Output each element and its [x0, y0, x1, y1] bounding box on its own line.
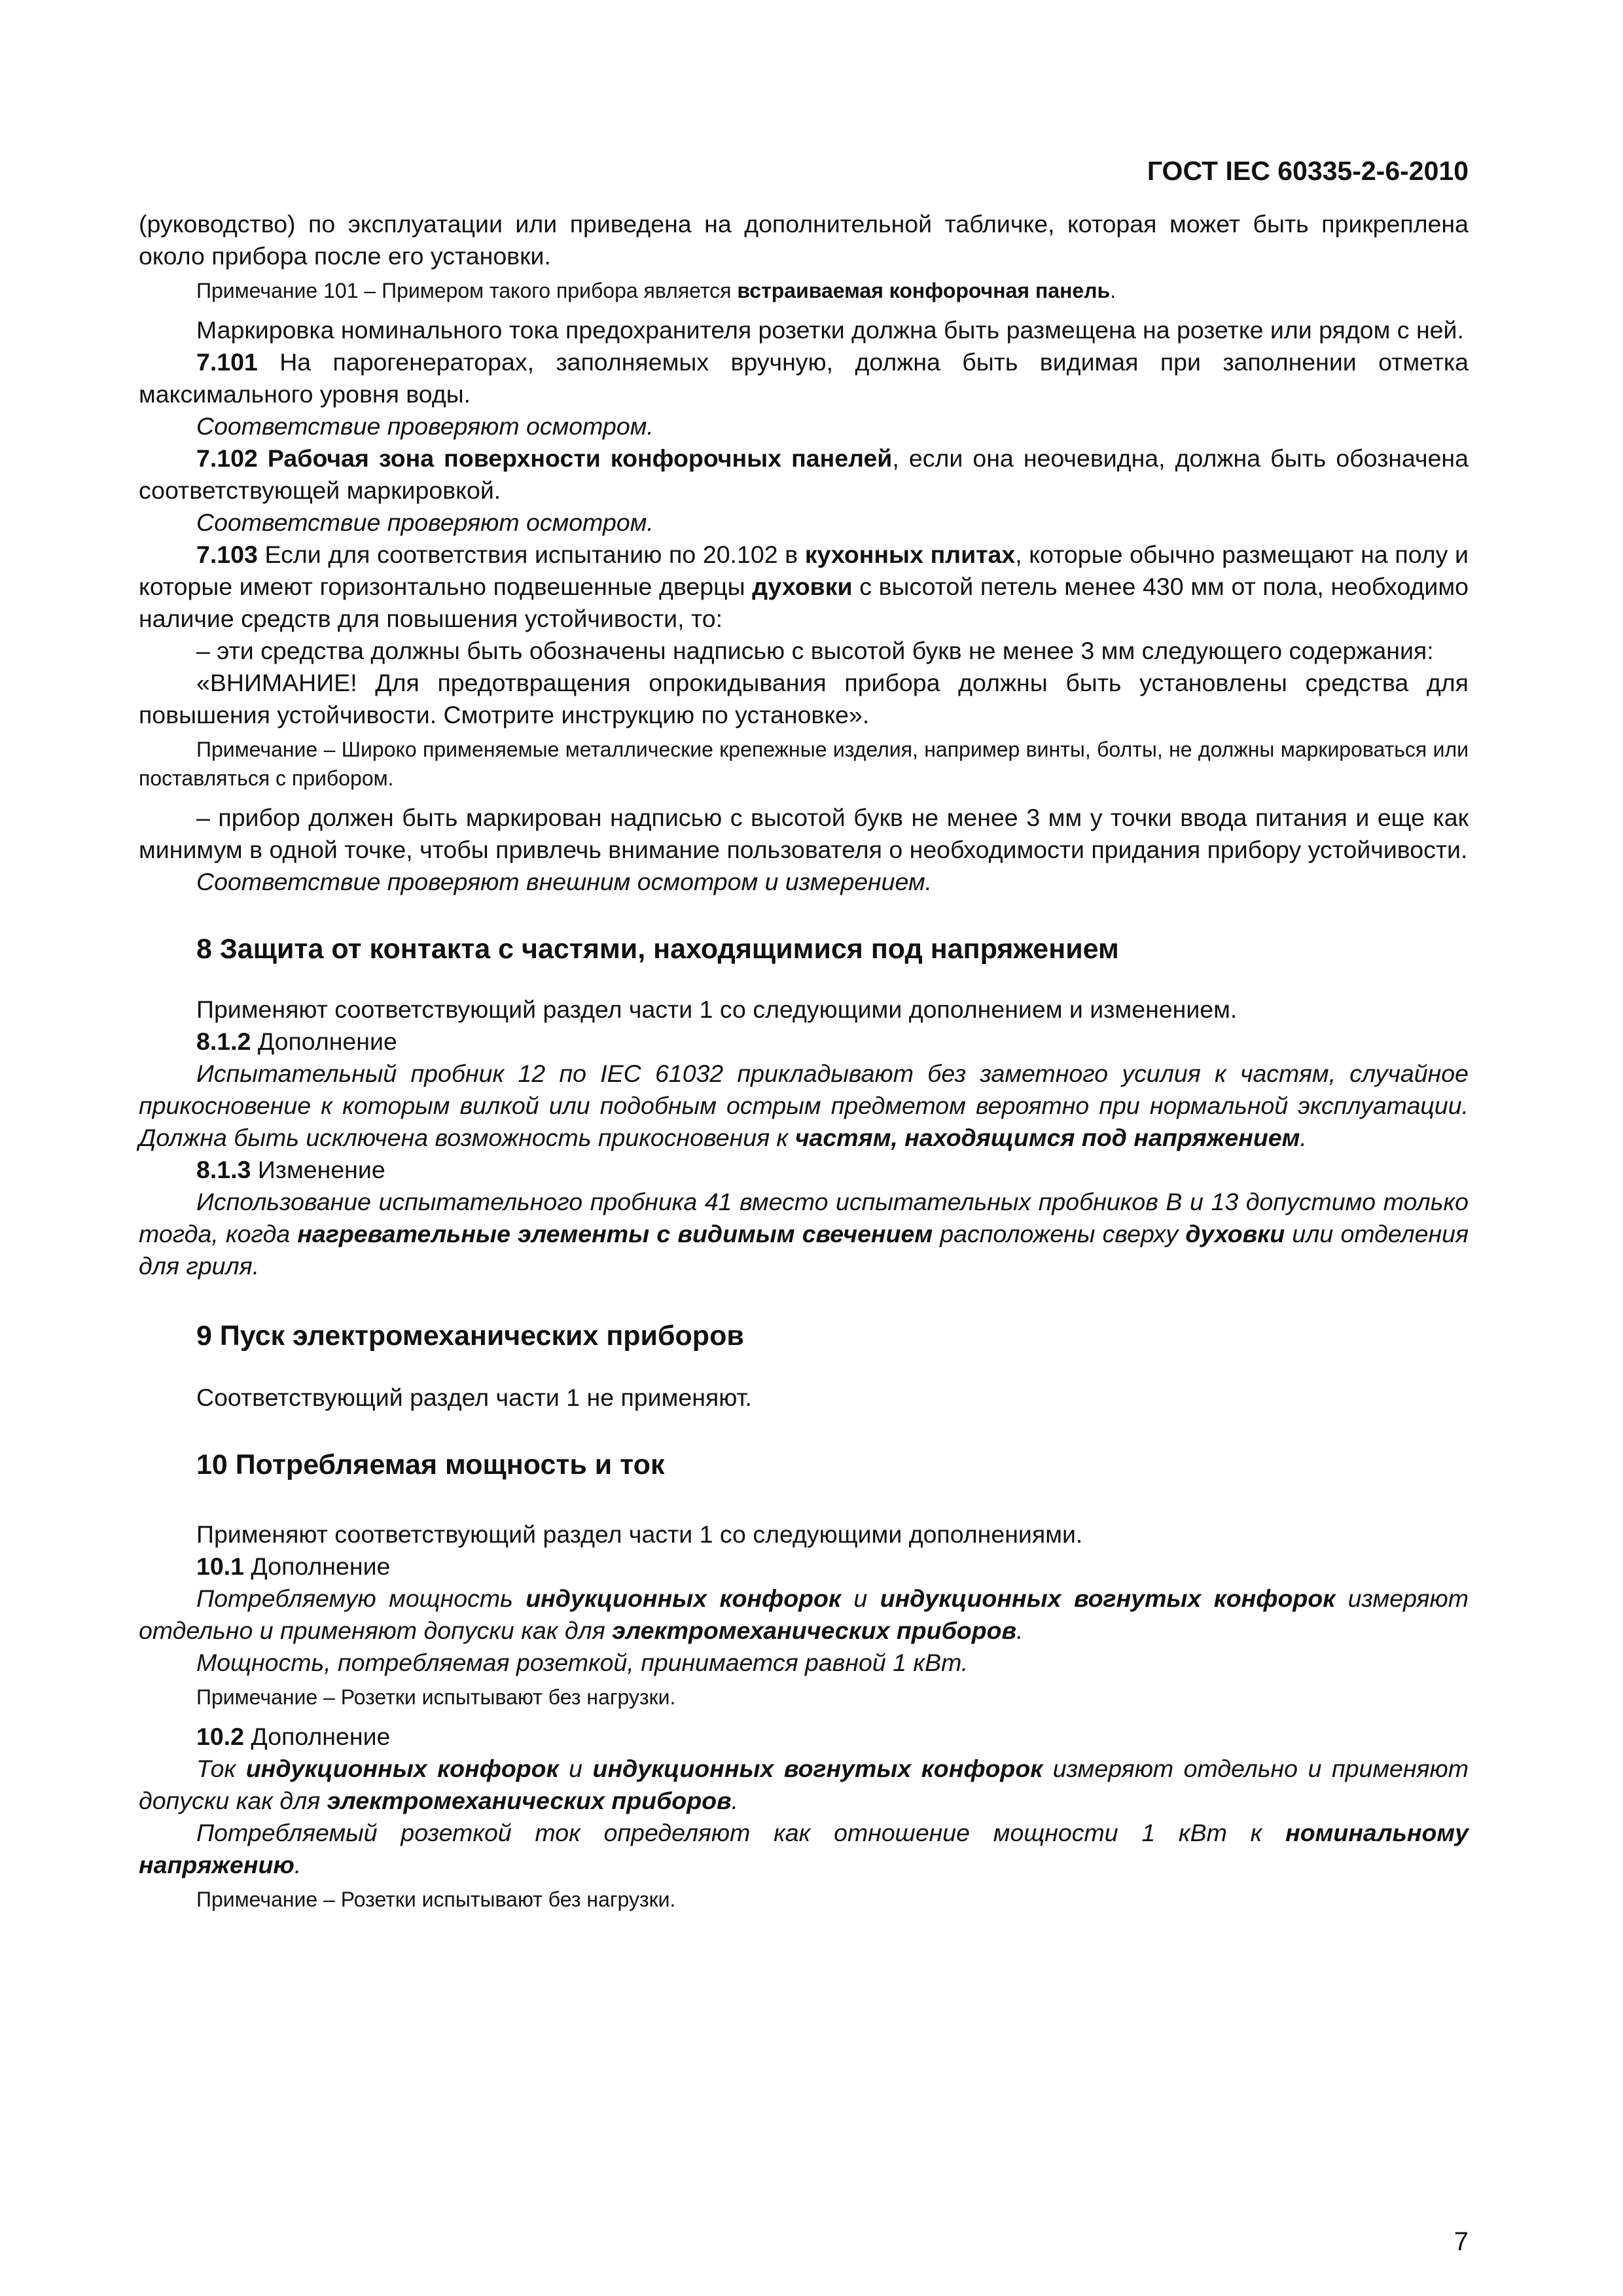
clause-8-1-3-text: Использование испытательного пробника 41 вместо испытательных пробников B и 13 допустимо только тогда, когда нагревательные элементы с видимым свечением расположены сверху духовки или отделения для гриля. — [139, 1188, 1469, 1280]
document-page — [139, 131, 1469, 2256]
clause-7-101: 7.101 На парогенераторах, заполняемых вручную, должна быть видимая при заполнении отметка максимального уровня воды. — [139, 348, 1469, 408]
clause-8-1-2-label: 8.1.2 Дополнение — [196, 1028, 397, 1055]
page-number: 7 — [1454, 2227, 1469, 2256]
section-8-intro: Применяют соответствующий раздел части 1 со следующими дополнением и изменением. — [196, 996, 1238, 1023]
clause-8-1-3-label: 8.1.3 Изменение — [196, 1156, 385, 1183]
compliance-statement: Соответствие проверяют осмотром. — [196, 412, 654, 440]
clause-8-1-2-text: Испытательный пробник 12 по IEC 61032 прикладывают без заметного усилия к частям, случайное прикосновение к которым вилкой или подобным острым предметом вероятно при нормальной эксплуатации. Должна быть исключена возможность прикосновения к частям, находящимся под напряжением. — [139, 1060, 1469, 1151]
paragraph-fuse-marking: Маркировка номинального тока предохранителя розетки должна быть размещена на розетке или рядом с ней. — [196, 316, 1464, 344]
compliance-statement-measure: Соответствие проверяют внешним осмотром и измерением. — [196, 868, 933, 895]
clause-10-2-socket: Потребляемый розеткой ток определяют как отношение мощности 1 кВт к номинальному напряжению. — [139, 1819, 1469, 1878]
clause-10-1-text: Потребляемую мощность индукционных конфорок и индукционных вогнутых конфорок измеряют отдельно и применяют допуски как для электромеханических приборов. — [139, 1585, 1469, 1644]
dash-item-means: – эти средства должны быть обозначены надписью с высотой букв не менее 3 мм следующего содержания: — [196, 637, 1434, 664]
clause-10-2-text: Ток индукционных конфорок и индукционных вогнутых конфорок измеряют отдельно и применяют допуски как для электромеханических приборов. — [139, 1755, 1469, 1814]
clause-10-1-label: 10.1 Дополнение — [196, 1552, 391, 1580]
section-10-intro: Применяют соответствующий раздел части 1 со следующими дополнениями. — [196, 1520, 1083, 1548]
compliance-statement: Соответствие проверяют осмотром. — [196, 509, 654, 536]
note-101: Примечание 101 – Примером такого прибора является встраиваемая конфорочная панель. — [196, 279, 1116, 302]
section-10-heading: 10 Потребляемая мощность и ток — [196, 1449, 665, 1480]
clause-7-102: 7.102 Рабочая зона поверхности конфорочных панелей, если она неочевидна, должна быть обозначена соответствующей маркировкой. — [139, 444, 1469, 504]
clause-10-2-label: 10.2 Дополнение — [196, 1723, 391, 1750]
paragraph-continuation: (руководство) по эксплуатации или приведена на дополнительной табличке, которая может быть прикреплена около прибора после его установки. — [139, 210, 1469, 270]
clause-10-1-socket: Мощность, потребляемая розеткой, принимается равной 1 кВт. — [196, 1649, 969, 1676]
document-code-header: ГОСТ IEC 60335-2-6-2010 — [1147, 156, 1469, 186]
clause-7-103: 7.103 Если для соответствия испытанию по 20.102 в кухонных плитах, которые обычно размещают на полу и которые имеют горизонтально подвешенные дверцы духовки с высотой петель менее 430 мм от пола, необходимо наличие средств для повышения устойчивости, то: — [139, 541, 1469, 632]
section-9-heading: 9 Пуск электромеханических приборов — [196, 1320, 744, 1352]
note-no-load: Примечание – Розетки испытывают без нагрузки. — [196, 1685, 676, 1709]
section-9-text: Соответствующий раздел части 1 не применяют. — [196, 1384, 752, 1411]
note-no-load: Примечание – Розетки испытывают без нагрузки. — [196, 1888, 676, 1911]
section-8-heading: 8 Защита от контакта с частями, находящимися под напряжением — [196, 933, 1119, 965]
dash-item-marking: – прибор должен быть маркирован надписью с высотой букв не менее 3 мм у точки ввода питания и еще как минимум в одной точке, чтобы привлечь внимание пользователя о необходимости придания прибору устойчивости. — [139, 804, 1469, 863]
warning-text: «ВНИМАНИЕ! Для предотвращения опрокидывания прибора должны быть установлены средства для повышения устойчивости. Смотрите инструкцию по установке». — [139, 669, 1469, 728]
note-fasteners: Примечание – Широко применяемые металлические крепежные изделия, например винты, болты, не должны маркироваться или поставляться с прибором. — [139, 738, 1469, 790]
